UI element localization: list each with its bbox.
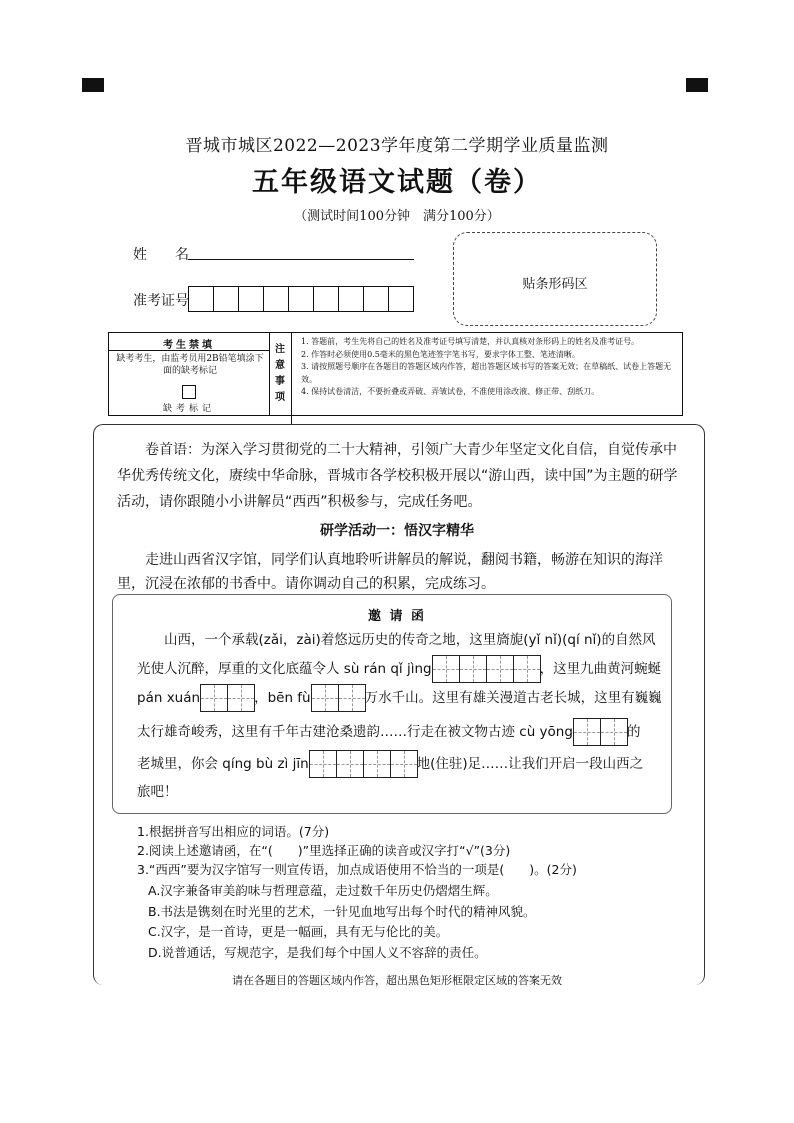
id-digit-box[interactable] (288, 286, 314, 312)
id-number-field[interactable] (188, 286, 413, 312)
id-digit-box[interactable] (363, 286, 389, 312)
invitation-title: 邀 请 函 (367, 609, 427, 624)
id-digit-box[interactable] (263, 286, 289, 312)
id-digit-box[interactable] (338, 286, 364, 312)
id-label: 准考证号 (133, 293, 189, 309)
intro-paragraph: 卷首语：为深入学习贯彻党的二十大精神，引领广大青少年坚定文化自信，自觉传承中华优秀传统文化，赓续中华命脉，晋城市各学校积极开展以“游山西，读中国”为主题的研学活动，请你跟随小小讲解员“西西”积极参与，完成任务吧。 (117, 442, 678, 510)
notice-item: 2. 作答时必须使用0.5毫米的黑色笔迹签字笔书写，要求字体工整、笔迹清晰。 (301, 349, 580, 359)
invitation-line (137, 750, 643, 778)
notice-char: 项 (275, 392, 285, 403)
option-b[interactable]: B.书法是镌刻在时光里的艺术，一针见血地写出每个时代的精神风貌。 (148, 904, 536, 919)
name-label: 姓 名 (133, 247, 189, 263)
answer-boxes-2[interactable] (311, 684, 365, 712)
invitation-text: 的 (626, 724, 641, 740)
exam-note: （测试时间100分钟 满分100分） (294, 209, 500, 224)
invitation-text: 地(住驻)足……让我们开启一段山西之 (416, 756, 644, 772)
invitation-text: 老城里，你会 qíng bù zì jīn (137, 756, 309, 772)
id-digit-box[interactable] (188, 286, 214, 312)
notice-char: 意 (275, 360, 285, 371)
notice-char: 注 (275, 344, 285, 355)
question-1: 1.根据拼音写出相应的词语。(7分) (137, 824, 330, 839)
answer-boxes-4[interactable] (309, 750, 417, 778)
name-field[interactable] (188, 258, 414, 260)
invitation-line (137, 684, 662, 712)
notice-item: 3. 请按照题号顺序在各题目的答题区域内作答，超出答题区域书写的答案无效；在草稿纸、试卷上答题无效。 (301, 362, 672, 384)
absence-title: 考生禁填 (109, 336, 269, 351)
invitation-line: 旅吧！ (137, 784, 178, 800)
invitation-line: 山西，一个承载(zǎi，zài)着悠远历史的传奇之地，这里旖旎(yǐ nǐ)(qí nǐ)的自然风 (164, 632, 656, 648)
instructions-table (108, 332, 683, 416)
id-digit-box[interactable] (313, 286, 339, 312)
activity-title: 研学活动一：悟汉字精华 (320, 523, 474, 539)
notice-char: 事 (275, 376, 285, 387)
invitation-text: 光使人沉醉，厚重的文化底蕴令人 sù rán qǐ jìng (137, 661, 432, 677)
notice-item: 1. 答题前，考生先将自己的姓名及准考证号填写清楚，并认真核对条形码上的姓名及准考证号。 (301, 337, 640, 346)
invitation-text: ，bēn fù (254, 690, 311, 706)
invitation-line (137, 655, 661, 683)
question-3: 3.“西西”要为汉字馆写一则宣传语，加点成语使用不恰当的一项是( )。(2分) (137, 862, 577, 877)
invitation-text: 万水千山。这里有雄关漫道古老长城，这里有巍巍 (364, 690, 662, 706)
absence-section (109, 333, 270, 415)
answer-boxes-2[interactable] (200, 684, 254, 712)
absence-text: 缺考考生，由监考员用2B铅笔填涂下面的缺考标记 (116, 354, 264, 376)
notice-list (301, 336, 677, 399)
answer-boxes-2[interactable] (573, 718, 627, 746)
invitation-text: ，这里九曲黄河蜿蜒 (539, 661, 662, 677)
activity-text: 走进山西省汉字馆，同学们认真地聆听讲解员的解说，翻阅书籍，畅游在知识的海洋里，沉浸在浓郁的书香中。请你调动自己的积累，完成练习。 (117, 552, 663, 592)
option-d[interactable]: D.说普通话，写规范字，是我们每个中国人义不容辞的责任。 (148, 945, 487, 960)
barcode-label: 贴条形码区 (522, 277, 588, 292)
alignment-mark-right (686, 78, 708, 92)
exam-subtitle: 晋城市城区2022—2023学年度第二学期学业质量监测 (185, 136, 609, 156)
answer-boxes-4[interactable] (432, 655, 540, 683)
invitation-text: pán xuán (137, 690, 201, 706)
alignment-mark-left (82, 78, 104, 92)
absence-checkbox[interactable] (182, 385, 196, 399)
absence-mark-label: 缺考标记 (162, 404, 215, 414)
id-digit-box[interactable] (238, 286, 264, 312)
option-a[interactable]: A.汉字兼备审美韵味与哲理意蕴，走过数千年历史仍熠熠生辉。 (148, 883, 498, 898)
invitation-line (137, 718, 640, 746)
invitation-text: 太行雄奇峻秀，这里有千年古建沧桑遗韵……行走在被文物古迹 cù yōng (137, 724, 573, 740)
exam-title: 五年级语文试题（卷） (252, 167, 542, 198)
notice-item: 4. 保持试卷清洁，不要折叠或弄破、弄皱试卷，不准使用涂改液、修正带、刮纸刀。 (301, 387, 600, 396)
barcode-area (453, 232, 657, 326)
notice-label (269, 333, 292, 424)
id-digit-box[interactable] (388, 286, 414, 312)
id-digit-box[interactable] (213, 286, 239, 312)
question-2: 2.阅读上述邀请函，在“( )”里选择正确的读音或汉字打“√”(3分) (137, 843, 511, 858)
footer-note: 请在各题目的答题区域内作答，超出黑色矩形框限定区域的答案无效 (232, 974, 562, 987)
option-c[interactable]: C.汉字，是一首诗，更是一幅画，具有无与伦比的美。 (148, 924, 449, 939)
